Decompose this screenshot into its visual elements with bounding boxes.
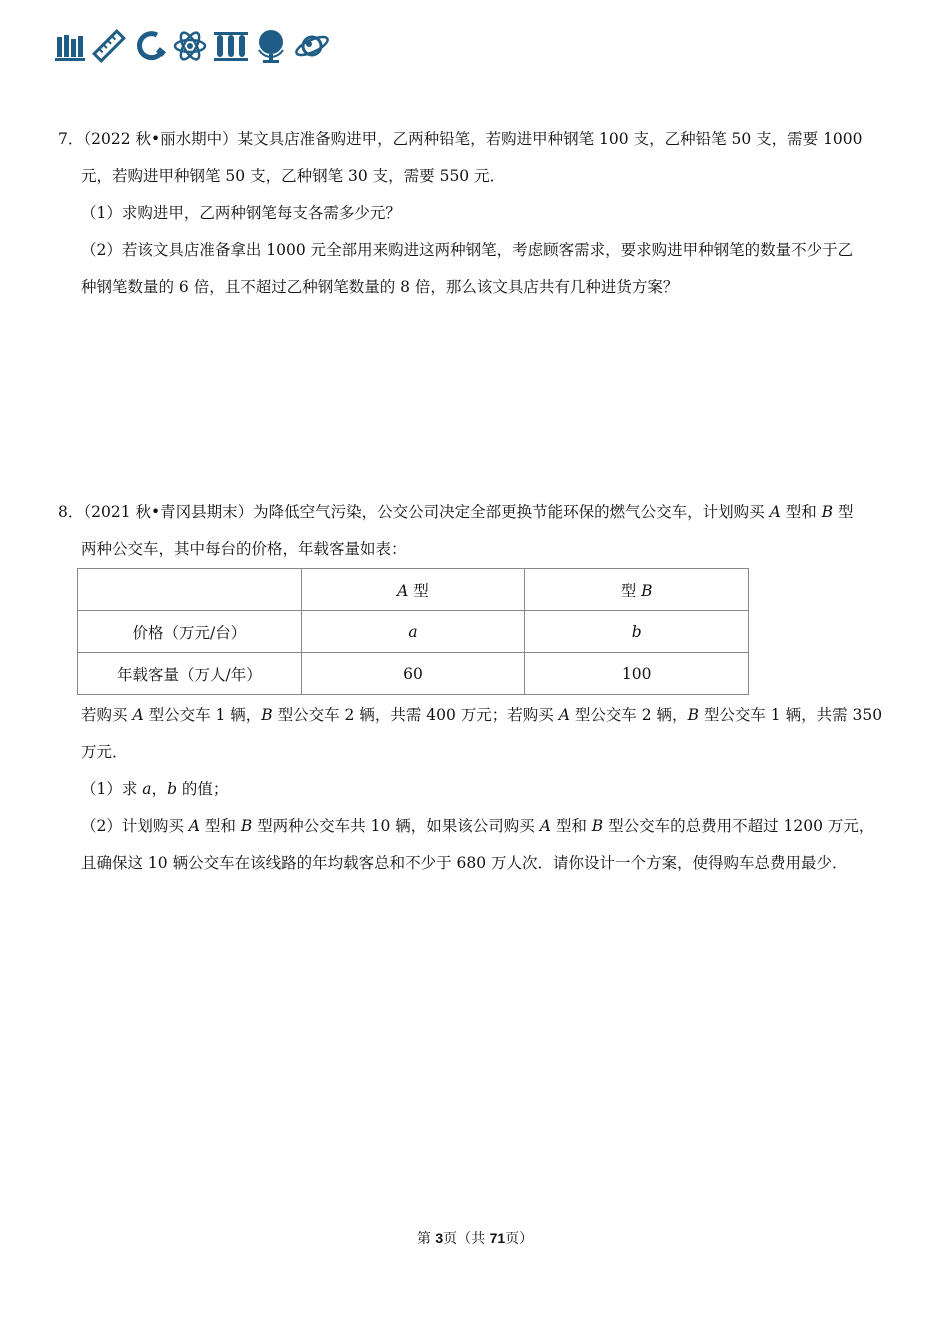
- books-icon: [55, 31, 85, 61]
- var-A: A: [132, 706, 144, 724]
- q7-stem-line2: 元，若购进甲种钢笔 50 支，乙种钢笔 30 支，需要 550 元．: [81, 167, 506, 185]
- question-8-continued: [58, 697, 894, 882]
- table-header-cell: 型 B: [525, 569, 749, 611]
- q8-stem-line1: [58, 494, 894, 531]
- table-cell: 价格（万元/台）: [78, 611, 302, 653]
- q8-text: 型公交车 2 辆，: [569, 706, 688, 724]
- var-A: A: [539, 817, 551, 835]
- footer-text: 页）: [505, 1231, 534, 1247]
- table-header-cell: A 型: [301, 569, 525, 611]
- q8-text: 型和: [550, 817, 592, 835]
- table-cell: [525, 611, 749, 653]
- header-icon-strip: [55, 28, 331, 64]
- var-B: B: [687, 706, 699, 724]
- table-cell: [301, 611, 525, 653]
- var-A: A: [769, 503, 781, 521]
- q8-stem-line2: 两种公交车，其中每台的价格，年载客量如表：: [81, 540, 407, 558]
- var-b: b: [631, 622, 642, 641]
- q7-part1: （1）求购进甲，乙两种钢笔每支各需多少元？: [81, 204, 401, 222]
- bus-data-table: [77, 568, 749, 695]
- globe-icon: [255, 28, 287, 64]
- var-B: B: [591, 817, 604, 835]
- total-pages: 71: [489, 1230, 506, 1246]
- table-cell: 100: [525, 653, 749, 695]
- var-B: B: [240, 817, 253, 835]
- page-number: 3: [435, 1230, 444, 1246]
- table-cell: 60: [301, 653, 525, 695]
- q8-text: 的值；: [177, 780, 229, 798]
- var-B: B: [641, 581, 653, 600]
- magnet-icon: [133, 29, 167, 63]
- var-b: b: [167, 780, 177, 798]
- table-cell: 年载客量（万人/年）: [78, 653, 302, 695]
- var-B: B: [261, 706, 273, 724]
- q8-text: 型: [833, 503, 854, 521]
- q8-text: 型公交车 2 辆，共需 400 万元；若购买: [272, 706, 559, 724]
- q8-text: ，: [151, 780, 168, 798]
- table-row: [78, 653, 749, 695]
- var-A: A: [397, 581, 409, 600]
- q8-text: 型公交车 1 辆，: [143, 706, 262, 724]
- q8-text: 8．（2021 秋•青冈县期末）为降低空气污染，公交公司决定全部更换节能环保的燃气公交车，计划购买: [58, 503, 770, 521]
- ruler-icon: [91, 28, 127, 64]
- q8-text: （1）求: [81, 780, 143, 798]
- var-a: a: [408, 622, 418, 641]
- var-A: A: [558, 706, 570, 724]
- q8-part1: [58, 771, 894, 808]
- q8-text: 型公交车 1 辆，共需 350: [698, 706, 883, 724]
- table-header-cell: [78, 569, 302, 611]
- q8-text: （2）计划购买: [81, 817, 189, 835]
- footer-text: 第: [416, 1231, 436, 1247]
- var-a: a: [142, 780, 152, 798]
- table-row: [78, 569, 749, 611]
- var-A: A: [188, 817, 200, 835]
- q8-text: 型公交车的总费用不超过 1200 万元，: [603, 817, 875, 835]
- q8-text: 型和: [200, 817, 241, 835]
- q7-part2-line2: 种钢笔数量的 6 倍，且不超过乙种钢笔数量的 8 倍，那么该文具店共有几种进货方案？: [81, 278, 679, 296]
- q8-part2-line2: 且确保这 10 辆公交车在该线路的年均载客总和不少于 680 万人次．请你设计一个方案，使得购车总费用最少．: [81, 854, 848, 872]
- page-footer: [0, 1228, 950, 1248]
- q8-after-line2: 万元．: [81, 743, 128, 761]
- planet-icon: [293, 31, 331, 61]
- atom-icon: [173, 29, 207, 63]
- test-tubes-icon: [213, 30, 249, 62]
- q8-text: 若购买: [81, 706, 133, 724]
- q8-part2-line1: [58, 808, 894, 845]
- question-8: [58, 494, 894, 568]
- var-B: B: [821, 503, 834, 521]
- table-row: [78, 611, 749, 653]
- q7-part2-line1: （2）若该文具店准备拿出 1000 元全部用来购进这两种钢笔，考虑顾客需求，要求购进甲种钢笔的数量不少于乙: [81, 241, 854, 259]
- q7-stem-line1: 7．（2022 秋•丽水期中）某文具店准备购进甲，乙两种铅笔，若购进甲种钢笔 100 支，乙种铅笔 50 支，需要 1000: [58, 130, 863, 148]
- q8-text: 型和: [780, 503, 822, 521]
- footer-text: 页（共: [443, 1231, 490, 1247]
- question-7: [58, 121, 894, 306]
- q8-after-line1: [58, 697, 894, 734]
- q8-text: 型两种公交车共 10 辆，如果该公司购买: [252, 817, 540, 835]
